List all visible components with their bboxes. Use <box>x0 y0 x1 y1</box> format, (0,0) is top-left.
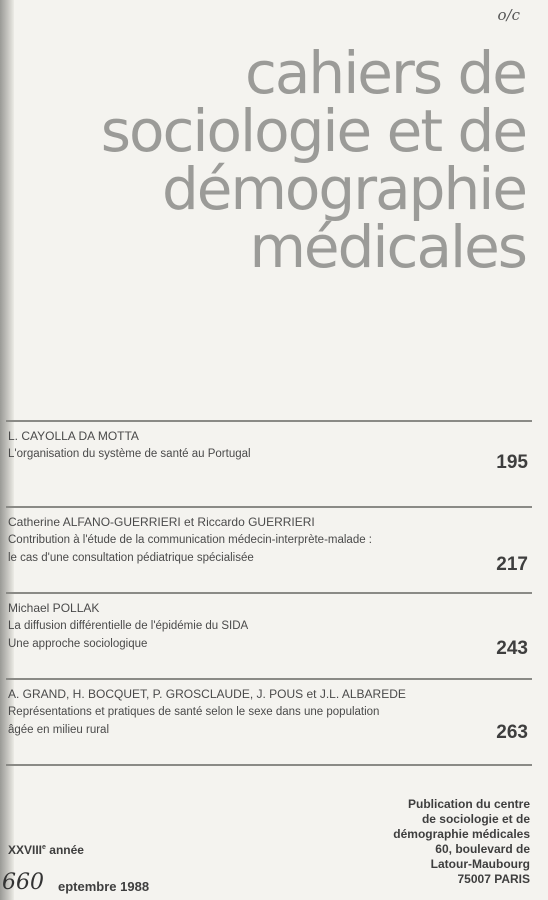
entry-page-number: 263 <box>496 722 528 743</box>
toc-entry <box>6 594 532 680</box>
publisher-line: démographie médicales <box>393 827 530 841</box>
title-line-3: démographie <box>161 155 526 223</box>
volume-roman: XXVIII <box>8 843 43 857</box>
publisher-line: Latour-Maubourg <box>430 857 530 871</box>
publisher-line: Publication du centre <box>407 797 530 811</box>
entry-page-number: 195 <box>496 452 528 473</box>
volume-year <box>8 843 84 857</box>
entry-page-number: 243 <box>496 638 528 659</box>
entry-title-line: Une approche sociologique <box>8 638 148 650</box>
volume-ordinal: e <box>42 844 46 851</box>
toc-entry <box>6 508 532 594</box>
entry-authors: Michael POLLAK <box>8 601 100 615</box>
volume-word: année <box>49 843 84 857</box>
issue-date: eptembre 1988 <box>58 879 150 894</box>
entry-authors: L. CAYOLLA DA MOTTA <box>8 429 139 443</box>
entry-page-number: 217 <box>496 554 528 575</box>
entry-title-line: L'organisation du système de santé au Portugal <box>8 448 251 460</box>
entry-title-line: Représentations et pratiques de santé selon le sexe dans une population <box>8 706 380 718</box>
title-line-1: cahiers de <box>245 39 526 107</box>
entry-title-line: le cas d'une consultation pédiatrique spécialisée <box>8 552 254 564</box>
entry-title-line: Contribution à l'étude de la communication médecin-interprète-malade : <box>8 534 373 546</box>
publisher-address <box>310 797 530 887</box>
handwritten-note: o/c <box>497 6 520 24</box>
toc-entry <box>6 422 532 508</box>
entry-title-line: âgée en milieu rural <box>8 724 110 736</box>
entry-authors: A. GRAND, H. BOCQUET, P. GROSCLAUDE, J. POUS et J.L. ALBAREDE <box>8 687 406 701</box>
entry-authors: Catherine ALFANO-GUERRIERI et Riccardo GUERRIERI <box>8 515 315 529</box>
journal-title <box>6 39 526 281</box>
publisher-line: 75007 PARIS <box>457 872 530 886</box>
publisher-line: 60, boulevard de <box>435 842 530 856</box>
toc-entry <box>6 680 532 766</box>
title-line-2: sociologie et de <box>100 97 526 165</box>
table-of-contents <box>6 420 532 766</box>
entry-title-line: La diffusion différentielle de l'épidémie du SIDA <box>8 620 249 632</box>
title-line-4: médicales <box>249 213 526 281</box>
publisher-line: de sociologie et de <box>421 812 530 826</box>
handwritten-number: 660 <box>2 870 44 895</box>
